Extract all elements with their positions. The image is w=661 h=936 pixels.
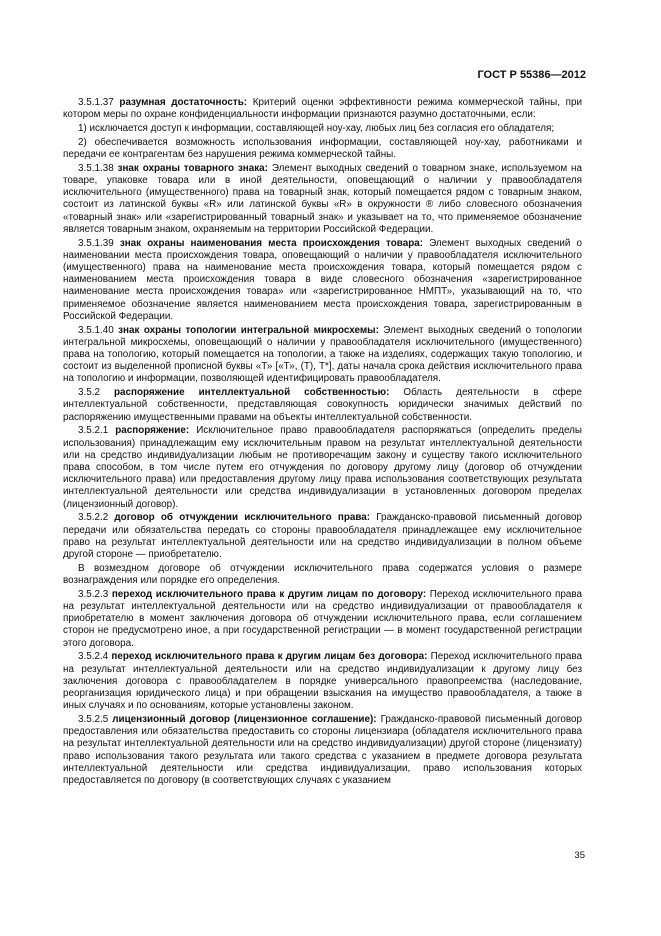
- definition-text: Переход исключительного права на результат интеллектуальной деятельности или на средство индивидуализации от правообладателя к приобретателю в момент заключения договора об отчуждении исключительного права, если соглашением сторон не предусмотрено иное, а при государственной регистрации — в момент государственной регистрации этого договора.: [63, 588, 582, 649]
- term: лицензионный договор (лицензионное соглашение):: [112, 714, 377, 726]
- paragraph: [63, 97, 582, 121]
- paragraph: [63, 589, 582, 650]
- paragraph: [63, 512, 582, 561]
- paragraph: [63, 137, 582, 161]
- term: разумная достаточность:: [119, 97, 248, 108]
- paragraph: [63, 714, 582, 787]
- paragraph: [63, 123, 582, 135]
- clause-number: 3.5.1.40: [78, 324, 114, 336]
- definition-text: Исключительное право правообладателя распоряжаться (определить пределы использования) принадлежащим ему исключительным правом на результат интеллектуальной деятельности или на средство индивидуализации любым не противоречащим закону и существу такого исключительного права способом, в том числе путем его отчуждения по договору другому лицу (договор об отчуждении исключительного права) или предоставления другому лицу права использования соответствующих результата интеллектуальной деятельности или средства индивидуализации в установленных договором пределах (лицензионный договор).: [63, 425, 583, 510]
- clause-number: 3.5.2.5: [78, 714, 109, 726]
- term: переход исключительного права к другим лицам по договору:: [111, 588, 427, 600]
- clause-number: 3.5.1.39: [78, 237, 114, 249]
- document-header: ГОСТ Р 55386—2012: [477, 69, 586, 81]
- definition-text: Элемент выходных сведений о наименовании места происхождения товара, оповещающий о наличии у правообладателя исключительного (имущественного) права на наименование места происхождения товара, который помещается рядом с наименованием места происхождения товара в виде словесного обозначения «зарегистрированное наименование места происхождения товара» или «зарегистрированное НМПТ», указывающий на то, что применяемое обозначение является наименованием места происхождения товара, зарегистрированным в Российской Федерации.: [63, 237, 582, 322]
- clause-number: 3.5.2.2: [78, 512, 109, 524]
- paragraph: [63, 563, 582, 587]
- definition-text: Область деятельности в сфере интеллектуальной собственности, представляющая совокупность юридически значимых действий по распоряжению имущественными правами на объекты интеллектуальной собственности.: [63, 387, 583, 423]
- clause-number: 3.5.1.38: [78, 162, 114, 174]
- definition-text: Критерий оценки эффективности режима коммерческой тайны, при котором меры по охране конфиденциальности информации признаются разумно достаточными, если:: [63, 97, 582, 121]
- paragraph: [63, 325, 582, 386]
- paragraph: [63, 651, 582, 712]
- definition-text: Элемент выходных сведений о товарном знаке, используемом на товаре, упаковке товара или в иной деятельности, оповещающий о наличии у правообладателя исключительного (имущественного) права на товарный знак, который помещается рядом с товарным знаком, состоит из латинской буквы «R» или латинской буквы «R» в окружности ® либо словесного обозначения «товарный знак» или «зарегистрированный товарный знак» и указывает на то, что применяемое обозначение является товарным знаком, охраняемым на территории Российской Федерации.: [63, 162, 582, 235]
- paragraph: [63, 387, 582, 424]
- clause-number: 3.5.1.37: [78, 97, 114, 108]
- term: распоряжение интеллектуальной собственностью:: [114, 387, 390, 399]
- clause-number: 3.5.2.3: [78, 588, 109, 600]
- clause-number: 3.5.2: [78, 387, 100, 399]
- definition-text: В возмездном договоре об отчуждении исключительного права содержатся условия о размере вознаграждения или порядке его определения.: [63, 562, 582, 587]
- definition-text: 1) исключается доступ к информации, составляющей ноу-хау, любых лиц без согласия его обладателя;: [78, 123, 555, 134]
- term: договор об отчуждении исключительного права:: [114, 512, 371, 524]
- term: знак охраны товарного знака:: [117, 162, 268, 174]
- definition-text: Переход исключительного права на результат интеллектуальной деятельности или на средство индивидуализации к другому лицу без заключения договора с правообладателем в порядке универсального правопреемства (наследование, реорганизация юридического лица) и при обращении взыскания на имущество правообладателя, а также в иных случаях и по основаниям, которые установлены законом.: [63, 651, 583, 712]
- term: распоряжение:: [115, 425, 190, 437]
- definition-text: Элемент выходных сведений о топологии интегральной микросхемы, оповещающий о наличии у правообладателя исключительного (имущественного) права на топологию, который помещается на топологии, а также на изделиях, содержащих такую топологию, и состоит из выделенной прописной буквы «Т» [«Т», (Т), Т*], даты начала срока действия исключительного права на топологию и информации, позволяющей идентифицировать правообладателя.: [63, 324, 583, 385]
- clause-number: 3.5.2.1: [78, 425, 109, 437]
- paragraph: [63, 163, 582, 236]
- definition-text: 2) обеспечивается возможность использования информации, составляющей ноу-хау, работниками и передачи ее контрагентам без нарушения режима коммерческой тайны.: [63, 136, 582, 160]
- term: знак охраны топологии интегральной микросхемы:: [118, 324, 379, 336]
- definition-text: Гражданско-правовой письменный договор передачи или обязательства передать со стороны правообладателя принадлежащее ему исключительное право на результат интеллектуальной деятельности или на средство индивидуализации в полном объеме другой стороне — приобретателю.: [63, 512, 582, 561]
- term: знак охраны наименования места происхождения товара:: [119, 237, 424, 249]
- clause-number: 3.5.2.4: [78, 651, 109, 663]
- page-number: 35: [574, 850, 585, 861]
- definition-text: Гражданско-правовой письменный договор предоставления или обязательства предоставить со стороны лицензиара (обладателя исключительного права на результат интеллектуальной деятельности или на средство индивидуализации) другой стороне (лицензиату) право использования такого результата или такого средства с указанием в предмете договора результата интеллектуальной деятельности или средства индивидуализации, право использования которых предоставляется по договору (в соответствующих случаях с указанием: [63, 714, 582, 787]
- paragraph: [63, 425, 582, 510]
- document-body: [63, 97, 582, 789]
- paragraph: [63, 238, 582, 323]
- term: переход исключительного права к другим лицам без договора:: [111, 651, 428, 663]
